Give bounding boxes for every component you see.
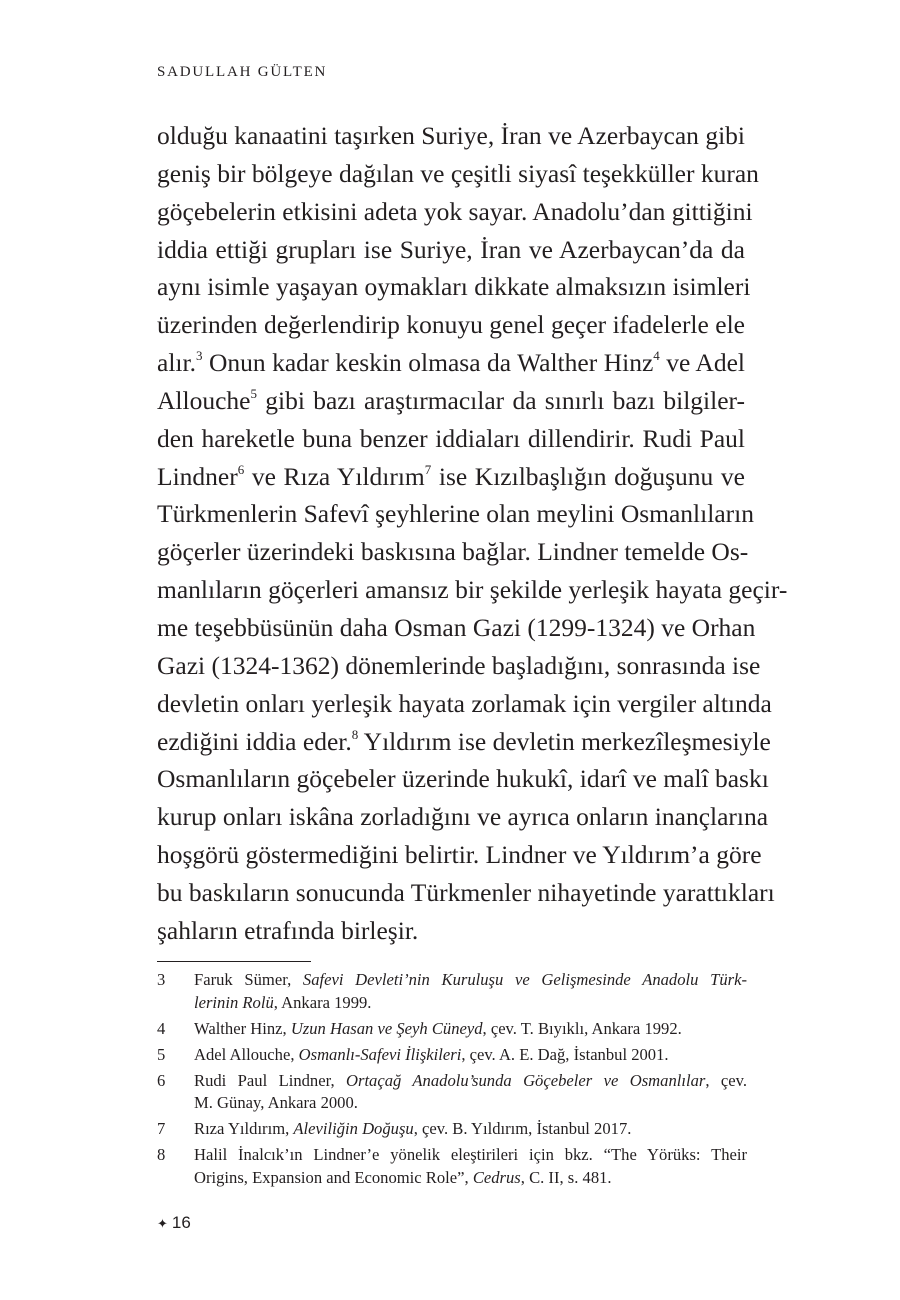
footnote-run: Walther Hinz, (194, 1018, 291, 1038)
footnote-item (157, 1118, 747, 1141)
footnote-number: 4 (157, 1018, 166, 1038)
body-text-run: Lindner (157, 461, 238, 491)
body-text-run: iddia ettiği grupları ise Suriye, İran ve Azerbaycan’da da (157, 234, 745, 264)
body-line (157, 155, 759, 193)
page-number (157, 1213, 191, 1233)
citation-title: Cedrus (472, 1167, 521, 1187)
footnote-run: Rıza Yıldırım, (194, 1119, 294, 1138)
footnote-line (194, 992, 747, 1015)
citation-title: lerinin Rolü (194, 992, 274, 1012)
body-text-run: Onun kadar keskin olmasa da Walther Hinz (202, 348, 654, 378)
footnote-reference[interactable]: 7 (424, 461, 432, 477)
citation-title: Osmanlı-Safevi İlişkileri (298, 1044, 462, 1064)
body-line (157, 231, 745, 269)
body-text-run: alır. (157, 348, 196, 378)
footnote-line (194, 1144, 747, 1167)
body-line (157, 306, 745, 344)
footnote-reference[interactable]: 8 (351, 726, 359, 742)
body-line (157, 609, 756, 647)
citation-title: Aleviliğin Doğuşu (293, 1119, 414, 1138)
footnote-run: , çev. (705, 1070, 747, 1090)
body-text-run: aynı isimle yaşayan oymakları dikkate almaksızın isimleri (157, 272, 751, 302)
footnote-text (194, 1018, 747, 1041)
footnote-number: 5 (157, 1044, 166, 1064)
body-text-run: hoşgörü göstermediğini belirtir. Lindner ve Yıldırım’a göre (157, 840, 762, 870)
page-number-ornament-icon: ✦ (157, 1216, 168, 1231)
body-text-run: olduğu kanaatini taşırken Suriye, İran ve Azerbaycan gibi (157, 121, 745, 150)
body-text-run: me teşebbüsünün daha Osman Gazi (1299-1324) ve Orhan (157, 612, 756, 642)
footnote-text (194, 1070, 747, 1115)
body-text-run: ve Adel (659, 348, 745, 378)
body-line (157, 344, 745, 382)
footnote-item (157, 1070, 747, 1115)
body-line (157, 495, 754, 533)
footnote-line (194, 1167, 747, 1190)
footnote-line (194, 1070, 747, 1093)
footnote-run: Halil İnalcık’ın Lindner’e yönelik eleştirileri için bkz. “The Yörüks: Their (194, 1145, 747, 1164)
footnote-separator (157, 961, 311, 962)
body-line (157, 912, 745, 950)
body-text-run: manlıların göçerleri amansız bir şekilde yerleşik hayata geçir- (157, 575, 788, 605)
body-line (157, 533, 749, 571)
footnote-run: , Ankara 1999. (273, 992, 372, 1012)
body-text-run: devletin onları yerleşik hayata zorlamak için vergiler altında (157, 688, 772, 718)
footnote-run: M. Günay, Ankara 2000. (194, 1093, 358, 1112)
footnote-run: , C. II, s. 481. (520, 1167, 612, 1187)
body-line (157, 798, 769, 836)
body-line (157, 117, 745, 155)
body-line (157, 874, 775, 912)
footnote-run: , çev. B. Yıldırım, İstanbul 2017. (413, 1119, 632, 1138)
footnote-item (157, 1018, 747, 1041)
footnote-number: 7 (157, 1119, 166, 1138)
body-line (157, 193, 753, 231)
footnote-reference[interactable]: 6 (237, 461, 245, 477)
footnote-text (194, 1144, 747, 1189)
footnote-run: , çev. A. E. Dağ, İstanbul 2001. (461, 1044, 669, 1064)
footnote-line (194, 1118, 747, 1141)
footnote-reference[interactable]: 5 (250, 385, 257, 401)
footnote-run: Origins, Expansion and Economic Role”, (194, 1167, 473, 1187)
body-text-run: gibi bazı araştırmacılar da sınırlı bazı bilgiler- (256, 385, 745, 415)
body-line (157, 685, 772, 723)
body-text-run: den hareketle buna benzer iddiaları dillendirir. Rudi Paul (157, 423, 745, 453)
body-line (157, 760, 769, 798)
footnotes-section (157, 969, 747, 1193)
body-text-run: ezdiğini iddia eder. (157, 726, 352, 756)
body-text-run: kurup onları iskâna zorladığını ve ayrıca onların inançlarına (157, 802, 769, 832)
body-text-run: Osmanlıların göçebeler üzerinde hukukî, idarî ve malî baskı (157, 764, 769, 794)
footnote-item (157, 1144, 747, 1189)
body-text-run: Türkmenlerin Safevî şeyhlerine olan meylini Osmanlıların (157, 499, 754, 529)
footnote-number: 3 (157, 970, 166, 989)
running-header-author: SADULLAH GÜLTEN (157, 64, 328, 80)
body-text-run: ise Kızılbaşlığın doğuşunu ve (431, 461, 745, 491)
body-text-run: ve Rıza Yıldırım (244, 461, 425, 491)
body-line (157, 571, 788, 609)
body-text-run: geniş bir bölgeye dağılan ve çeşitli siyasî teşekküller kuran (157, 158, 759, 188)
page-number-value: 16 (171, 1213, 191, 1232)
citation-title: Uzun Hasan ve Şeyh Cüneyd (290, 1018, 483, 1038)
body-text-run: Yıldırım ise devletin merkezîleşmesiyle (358, 726, 771, 756)
body-text-run: Allouche (157, 385, 251, 415)
footnote-item (157, 1044, 747, 1067)
body-line (157, 836, 762, 874)
footnote-item (157, 969, 747, 1014)
body-text-run: şahların etrafında birleşir. (157, 915, 419, 945)
body-line (157, 458, 745, 496)
footnote-run: Adel Allouche, (194, 1044, 299, 1064)
body-text-run: göçerler üzerindeki baskısına bağlar. Lindner temelde Os- (157, 537, 749, 567)
footnote-run: , çev. T. Bıyıklı, Ankara 1992. (482, 1018, 682, 1038)
main-body-text (157, 117, 788, 950)
footnote-text (194, 1118, 747, 1141)
footnote-line (194, 1092, 747, 1115)
body-text-run: üzerinden değerlendirip konuyu genel geçer ifadelerle ele (157, 310, 745, 340)
body-line (157, 268, 751, 306)
citation-title: Ortaçağ Anadolu’sunda Göçebeler ve Osmanlılar (346, 1070, 706, 1090)
footnote-text (194, 969, 747, 1014)
body-line (157, 420, 745, 458)
body-text-run: göçebelerin etkisini adeta yok sayar. Anadolu’dan gittiğini (157, 196, 753, 226)
body-text-run: bu baskıların sonucunda Türkmenler nihayetinde yarattıkları (157, 877, 775, 907)
body-text-run: Gazi (1324-1362) dönemlerinde başladığını, sonrasında ise (157, 650, 761, 680)
footnote-text (194, 1044, 747, 1067)
footnote-reference[interactable]: 3 (195, 348, 203, 364)
footnote-line (194, 969, 747, 992)
citation-title: Safevi Devleti’nin Kuruluşu ve Gelişmesinde Anadolu Türk- (302, 970, 747, 989)
footnote-run: Faruk Sümer, (194, 970, 303, 989)
footnote-number: 8 (157, 1145, 166, 1164)
footnote-line (194, 1018, 747, 1041)
footnote-number: 6 (157, 1070, 166, 1090)
body-line (157, 647, 761, 685)
footnote-reference[interactable]: 4 (653, 348, 660, 364)
footnote-line (194, 1044, 747, 1067)
body-line (157, 382, 745, 420)
body-line (157, 723, 771, 761)
footnote-run: Rudi Paul Lindner, (194, 1070, 346, 1090)
